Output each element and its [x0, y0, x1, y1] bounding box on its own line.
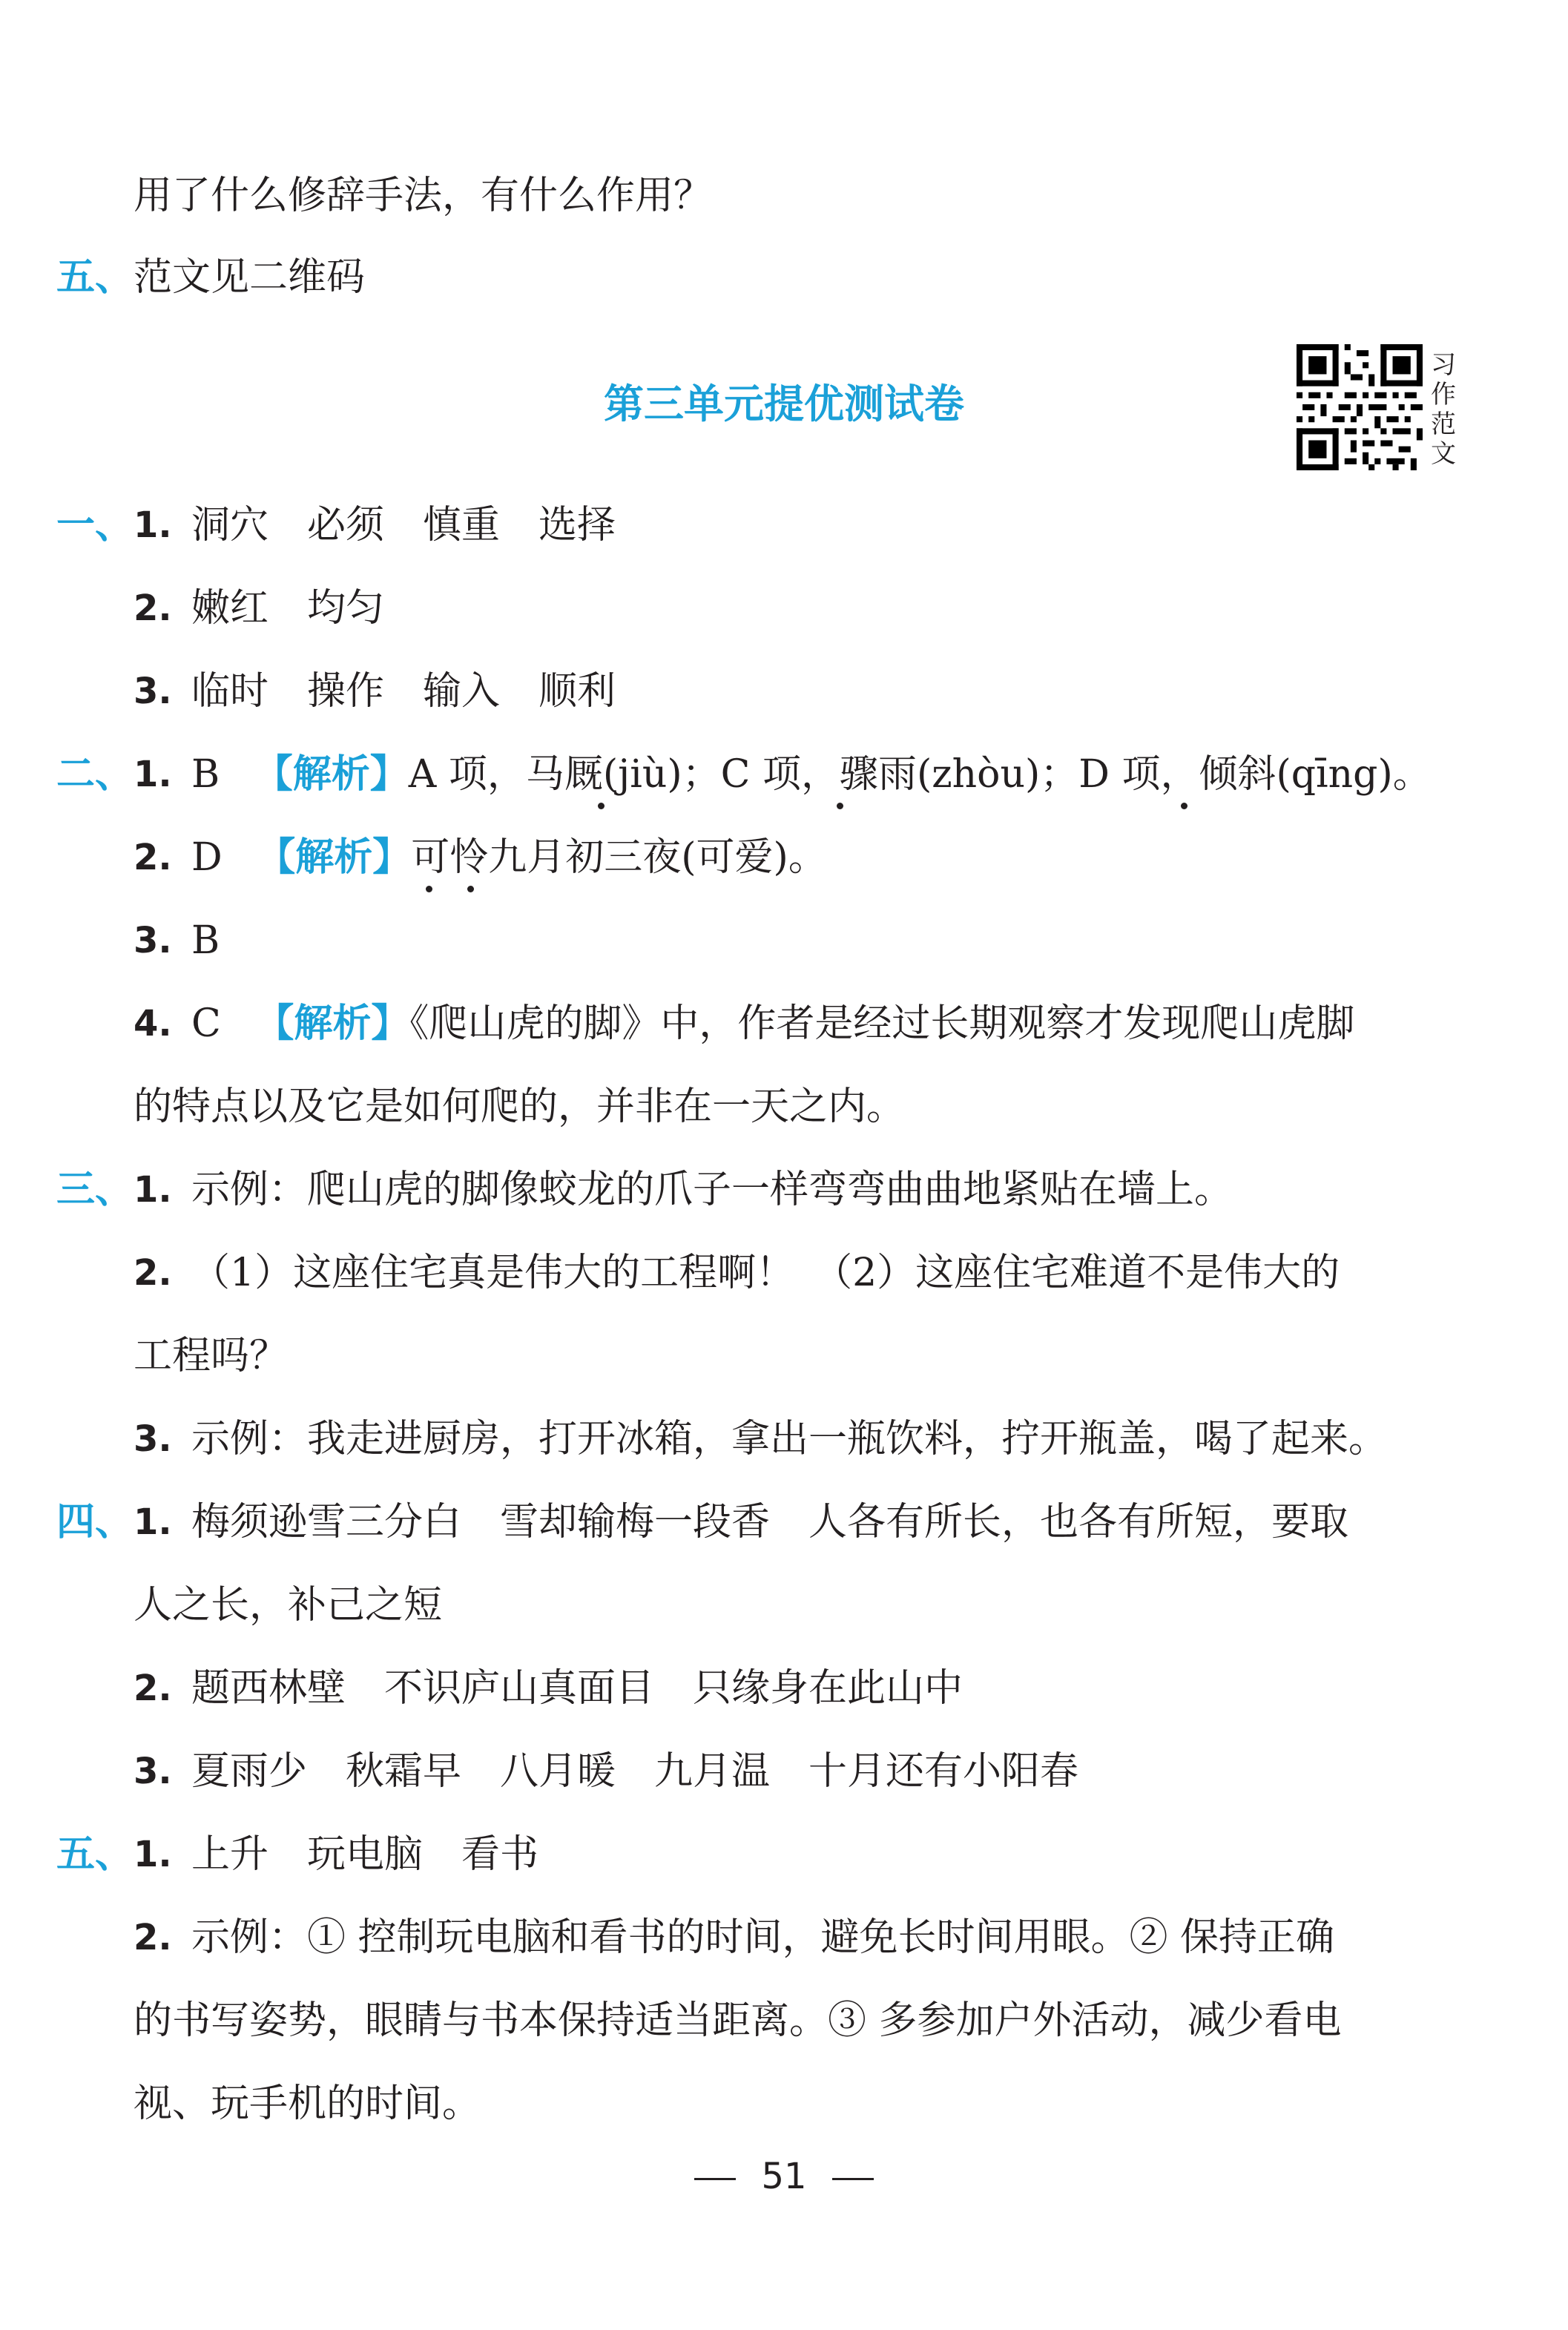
section-label-1: 一、 — [56, 503, 134, 547]
qr-label — [1429, 350, 1458, 469]
answer-text: （1）这座住宅真是伟大的工程啊！ （2）这座住宅难道不是伟大的 — [191, 1251, 1340, 1295]
qr-label-char: 习 — [1431, 350, 1456, 380]
item-number: 2. — [134, 588, 172, 629]
item-number: 1. — [134, 504, 172, 546]
item-number: 4. — [134, 1003, 172, 1044]
section-5-top-text: 范文见二维码 — [134, 255, 366, 300]
analysis-tag: 【解析】 — [254, 752, 409, 797]
answer-line — [191, 1001, 1355, 1046]
item-number: 2. — [134, 1917, 172, 1958]
answer-text: 示例：我走进厨房，打开冰箱，拿出一瓶饮料，拧开瓶盖，喝了起来。 — [191, 1417, 1388, 1461]
page-footer — [0, 2156, 1568, 2197]
answer-text-cont: 工程吗？ — [134, 1334, 289, 1378]
analysis-text: A 项，马厩(jiù)；C 项，骤雨(zhòu)；D 项，倾斜(qīng)。 — [408, 752, 1432, 797]
page-title: 第三单元提优测试卷 — [604, 381, 964, 427]
answer-choice: B — [191, 918, 220, 963]
emphasis-dot — [837, 803, 843, 809]
item-number: 2. — [134, 1252, 172, 1294]
qr-label-char: 作 — [1431, 380, 1456, 409]
analysis-text: 《爬山虎的脚》中，作者是经过长期观察才发现爬山虎脚 — [409, 1001, 1355, 1046]
qr-label-char: 文 — [1431, 439, 1456, 469]
section-label-2: 二、 — [56, 752, 134, 797]
section-label-4: 四、 — [56, 1500, 134, 1544]
answer-choice: C — [191, 1001, 221, 1046]
answer-text: 夏雨少 秋霜早 八月暖 九月温 十月还有小阳春 — [191, 1749, 1079, 1794]
section-label-5: 五、 — [56, 1832, 134, 1877]
qr-label-char: 范 — [1431, 409, 1456, 439]
answer-text: 示例：① 控制玩电脑和看书的时间，避免长时间用眼。② 保持正确 — [191, 1915, 1335, 1960]
answer-text: 示例：爬山虎的脚像蛟龙的爪子一样弯弯曲曲地紧贴在墙上。 — [191, 1168, 1233, 1212]
item-number: 2. — [134, 837, 172, 878]
footer-dash — [832, 2178, 874, 2180]
item-number: 1. — [134, 754, 172, 795]
answer-text: 洞穴 必须 慎重 选择 — [191, 503, 616, 547]
answer-text: 梅须逊雪三分白 雪却输梅一段香 人各有所长，也各有所短，要取 — [191, 1500, 1349, 1544]
emphasis-dot — [426, 886, 432, 892]
answer-line — [191, 752, 1432, 797]
emphasis-dot — [1181, 803, 1187, 809]
analysis-text: 可怜九月初三夜(可爱)。 — [411, 835, 827, 880]
item-number: 3. — [134, 671, 172, 712]
analysis-tag: 【解析】 — [255, 1001, 410, 1046]
answer-text-cont: 视、玩手机的时间。 — [134, 2081, 481, 2126]
answer-choice: B — [191, 752, 220, 797]
question-continuation: 用了什么修辞手法，有什么作用？ — [134, 174, 713, 218]
item-number: 1. — [134, 1834, 172, 1875]
section-label-3: 三、 — [56, 1168, 134, 1212]
answer-text-cont: 人之长，补己之短 — [134, 1583, 443, 1628]
item-number: 3. — [134, 1418, 172, 1460]
answer-text: 临时 操作 输入 顺利 — [191, 669, 616, 714]
item-number: 1. — [134, 1169, 172, 1211]
answer-choice: D — [191, 835, 223, 880]
item-number: 1. — [134, 1501, 172, 1543]
item-number: 3. — [134, 1751, 172, 1792]
answer-line — [191, 835, 827, 880]
emphasis-dot — [467, 886, 474, 892]
section-label-5-top: 五、 — [56, 255, 134, 300]
page-number: 51 — [761, 2156, 807, 2197]
footer-dash — [694, 2178, 736, 2180]
emphasis-dot — [598, 803, 605, 809]
qr-code-icon — [1297, 344, 1423, 470]
answer-text: 嫩红 均匀 — [191, 586, 385, 631]
item-number: 3. — [134, 920, 172, 961]
item-number: 2. — [134, 1668, 172, 1709]
answer-text: 上升 玩电脑 看书 — [191, 1832, 539, 1877]
answer-text-cont: 的书写姿势，眼睛与书本保持适当距离。③ 多参加户外活动，减少看电 — [134, 1998, 1342, 2043]
answer-text: 题西林壁 不识庐山真面目 只缘身在此山中 — [191, 1666, 963, 1711]
answer-text-cont: 的特点以及它是如何爬的，并非在一天之内。 — [134, 1085, 906, 1129]
analysis-tag: 【解析】 — [257, 835, 412, 880]
